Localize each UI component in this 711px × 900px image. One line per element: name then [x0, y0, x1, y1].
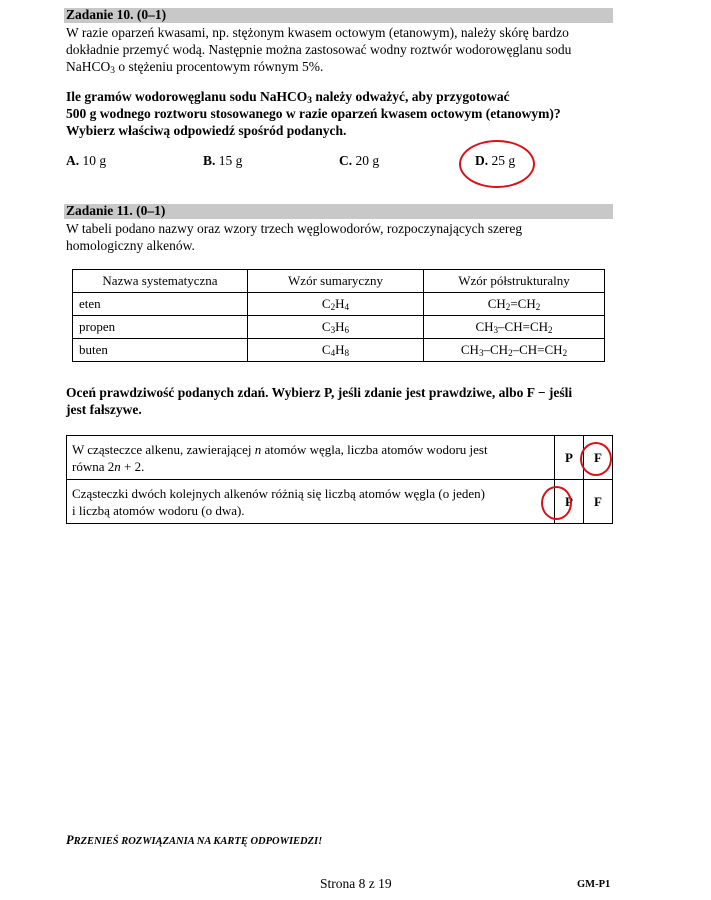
task10-question: [66, 88, 611, 139]
task10-question-line3: Wybierz właściwą odpowiedź spośród podanych.: [66, 123, 347, 138]
option-c[interactable]: C. 20 g: [339, 153, 380, 168]
table-row: [73, 293, 605, 316]
task10-header-bar: [64, 8, 613, 23]
table-row: [73, 339, 605, 362]
statement-2-f[interactable]: F: [584, 480, 613, 524]
row-formula: $C_2H_4$: [248, 293, 424, 316]
table-row: [73, 316, 605, 339]
row-name: propen: [73, 316, 248, 339]
true-false-table: [66, 435, 613, 524]
task10-intro: [66, 24, 611, 75]
alkenes-table: [72, 269, 605, 362]
task10-intro-line1: W razie oparzeń kwasami, np. stężonym kwasem octowym (etanowym), należy skórę bardzo: [66, 25, 569, 40]
header-name: Nazwa systematyczna: [73, 270, 248, 293]
option-b[interactable]: B. 15 g: [203, 153, 243, 168]
row-name: buten: [73, 339, 248, 362]
task11-intro-line2: homologiczny alkenów.: [66, 238, 195, 253]
task11-intro-line1: W tabeli podano nazwy oraz wzory trzech węglowodorów, rozpoczynających szereg: [66, 221, 523, 236]
transfer-note: PRZENIEŚ ROZWIĄZANIA NA KARTĘ ODPOWIEDZI!: [66, 833, 323, 847]
task10-question-line2: 500 g wodnego roztworu stosowanego w razie oparzeń kwasem octowym (etanowym)?: [66, 106, 561, 121]
answer-circle-f: [580, 442, 612, 476]
header-structural: Wzór półstrukturalny: [424, 270, 605, 293]
task11-header: Zadanie 11. (0–1): [66, 203, 166, 218]
row-formula: $C_3H_6$: [248, 316, 424, 339]
statement-1: W cząsteczce alkenu, zawierającej n atomów węgla, liczba atomów wodoru jest równa 2n + 2.: [67, 436, 555, 480]
page-number: Strona 8 z 19: [320, 876, 392, 891]
answer-circle-d: [459, 140, 535, 188]
statement-2: Cząsteczki dwóch kolejnych alkenów różnią się liczbą atomów węgla (o jeden) i liczbą atomów wodoru (o dwa).: [67, 480, 555, 524]
answer-circle-p: [541, 486, 572, 520]
task11-header-bar: [64, 204, 613, 219]
task10-intro-line2: dokładnie przemyć wodą. Następnie można zastosować wodny roztwór wodorowęglanu sodu: [66, 42, 572, 57]
task10-header: Zadanie 10. (0–1): [66, 7, 167, 22]
row-formula: $C_4H_8$: [248, 339, 424, 362]
task10-question-line1: Ile gramów wodorowęglanu sodu NaHCO$_3$ należy odważyć, aby przygotować: [66, 89, 510, 106]
table-header-row: [73, 270, 605, 293]
option-a[interactable]: A. 10 g: [66, 153, 107, 168]
header-formula: Wzór sumaryczny: [248, 270, 424, 293]
row-structural: $CH_2=CH_2$: [424, 293, 605, 316]
task11-instruction-line2: jest fałszywe.: [66, 402, 142, 417]
row-structural: $CH_3-CH_2-CH=CH_2$: [424, 339, 605, 362]
task11-instruction-line1: Oceń prawdziwość podanych zdań. Wybierz P, jeśli zdanie jest prawdziwe, albo F − jeśli: [66, 385, 573, 400]
statement-row: [67, 436, 613, 480]
statement-row: [67, 480, 613, 524]
option-d[interactable]: D. 25 g: [475, 153, 516, 168]
exam-code: GM-P1: [577, 879, 611, 890]
statement-1-f[interactable]: F: [584, 436, 613, 480]
statement-1-p[interactable]: P: [555, 436, 584, 480]
task10-intro-line3: NaHCO$_3$ o stężeniu procentowym równym 5%.: [66, 59, 324, 76]
row-name: eten: [73, 293, 248, 316]
statement-2-p[interactable]: P: [555, 480, 584, 524]
task11-intro: [66, 220, 611, 254]
row-structural: $CH_3-CH=CH_2$: [424, 316, 605, 339]
task11-instruction: [66, 384, 611, 418]
